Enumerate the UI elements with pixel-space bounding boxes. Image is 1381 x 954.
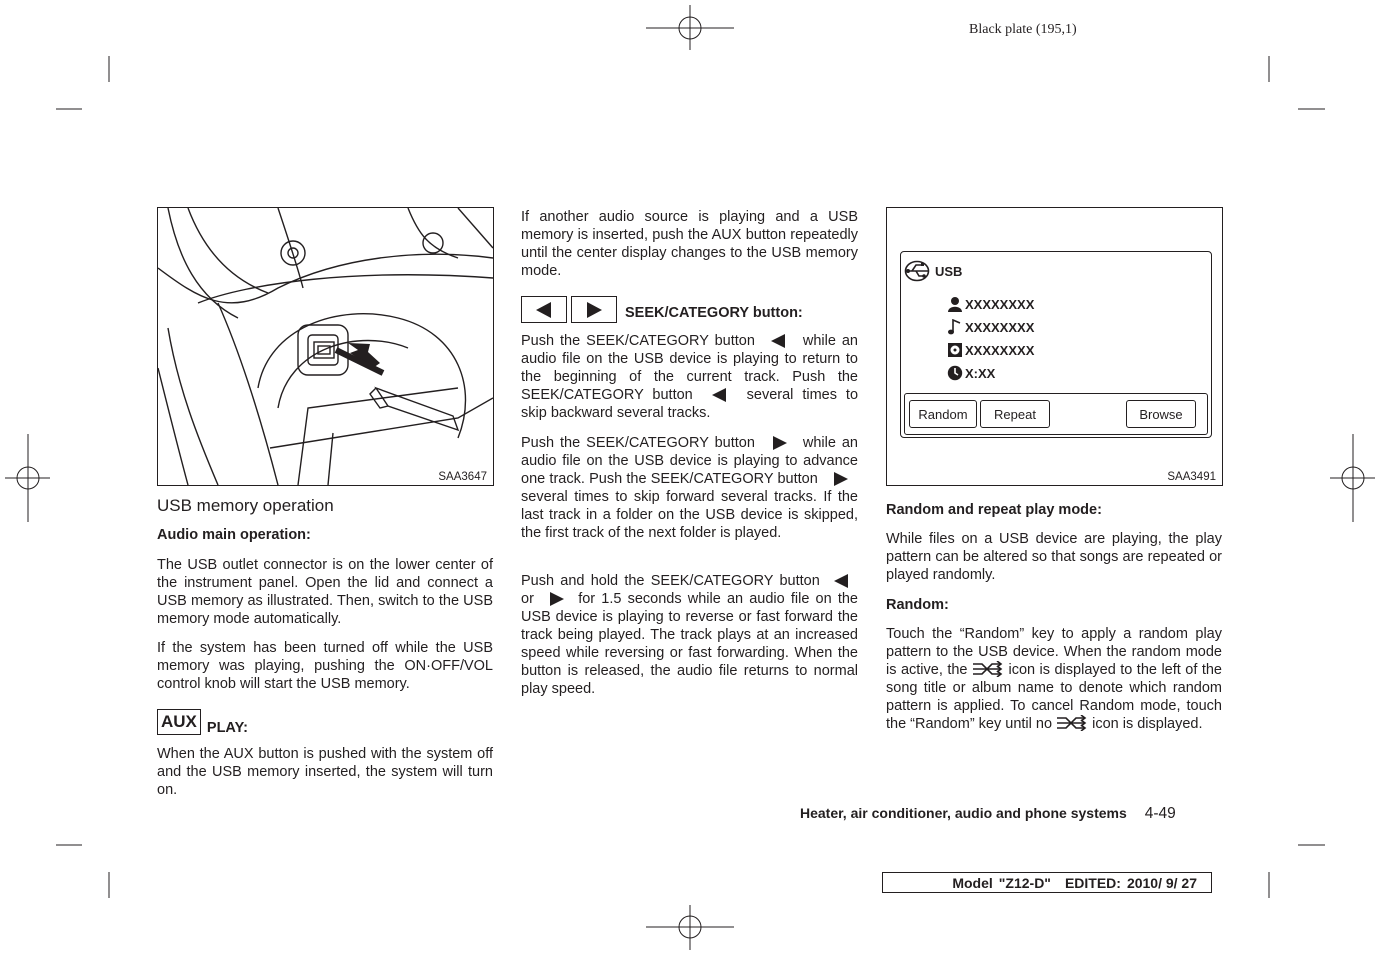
clock-icon <box>947 365 963 381</box>
seek-back-paragraph: Push the SEEK/CATEGORY button while an audio file on the USB device is playing to return to the beginning of the current track. Push the SEEK/CATEGORY button several times to skip backward several tracks. <box>521 333 859 421</box>
seek-back-button-icon <box>521 296 567 323</box>
figure-code: SAA3647 <box>438 471 487 483</box>
aux-play-heading <box>157 708 248 736</box>
seek-forward-icon <box>546 592 566 606</box>
random-icon <box>1056 715 1088 731</box>
section-name: Heater, air conditioner, audio and phone systems <box>800 805 1127 821</box>
random-button[interactable]: Random <box>909 400 977 428</box>
page-number: 4-49 <box>1144 805 1176 822</box>
another-source-paragraph: If another audio source is playing and a USB memory is inserted, push the AUX button repeatedly until the center display changes to the USB memory mode. <box>521 209 858 279</box>
usb-illustration-figure <box>157 207 494 486</box>
seek-back-icon <box>710 388 730 402</box>
random-paragraph: Touch the “Random” key to apply a random play pattern to the USB device. When the random mode is active, the icon is displayed to the left of the song title or album name to denote which random pattern is applied. To cancel Random mode, touch the “Random” key until no icon is displayed. <box>886 626 1222 732</box>
model-value: "Z12-D" <box>998 874 1051 891</box>
song-row: XXXXXXXX <box>947 319 1034 335</box>
usb-port-illustration <box>158 208 493 485</box>
aux-button-icon: AUX <box>157 709 201 735</box>
repeat-button[interactable]: Repeat <box>980 400 1050 428</box>
figure-code: SAA3491 <box>1167 471 1216 483</box>
model-label: Model <box>952 874 993 891</box>
seek-back-icon <box>769 334 789 348</box>
album-row: XXXXXXXX <box>947 342 1034 358</box>
artist-row: XXXXXXXX <box>947 296 1034 312</box>
push-hold-paragraph: Push and hold the SEEK/CATEGORY button or for 1.5 seconds while an audio file on the USB device is playing to reverse or fast forward the track being played. The track plays at an increased speed while reversing or fast forwarding. When the button is released, the audio file returns to normal play speed. <box>521 573 858 697</box>
section-title: USB memory operation <box>157 496 334 515</box>
random-repeat-heading: Random and repeat play mode: <box>886 502 1102 518</box>
seek-forward-paragraph: Push the SEEK/CATEGORY button while an audio file on the USB device is playing to advance one track. Push the SEEK/CATEGORY button several times to skip forward several tracks. If the last track in a folder on the USB device is skipped, the first track of the next folder is played. <box>521 435 858 541</box>
black-plate-label: Black plate (195,1) <box>969 22 1077 37</box>
usb-source-row <box>904 260 962 282</box>
seek-forward-icon <box>830 472 850 486</box>
seek-heading-row <box>521 296 803 323</box>
audio-main-heading: Audio main operation: <box>157 527 311 543</box>
seek-heading: SEEK/CATEGORY button: <box>625 304 803 321</box>
seek-forward-icon <box>769 436 789 450</box>
play-pattern-paragraph: While files on a USB device are playing, the play pattern can be altered so that songs are repeated or played randomly. <box>886 531 1222 583</box>
album-icon <box>947 342 963 358</box>
edited-value: 2010/ 9/ 27 <box>1126 874 1197 891</box>
random-icon <box>972 661 1004 677</box>
edited-label: EDITED: <box>1064 874 1121 891</box>
model-box <box>882 872 1212 893</box>
play-heading: PLAY: <box>206 720 248 736</box>
source-label: USB <box>935 263 963 279</box>
page-footer <box>800 805 1176 823</box>
usb-outlet-paragraph: The USB outlet connector is on the lower center of the instrument panel. Open the lid and connect a USB memory as illustrated. Then, switch to the USB memory mode automatically. <box>157 557 493 627</box>
music-note-icon <box>947 319 963 335</box>
button-bar <box>904 393 1208 435</box>
seek-forward-button-icon <box>571 296 617 323</box>
usb-icon <box>904 260 932 282</box>
power-off-paragraph: If the system has been turned off while the USB memory was playing, pushing the ON·OFF/VOL control knob will start the USB memory. <box>157 640 493 692</box>
artist-icon <box>947 296 963 312</box>
usb-screen-figure <box>886 207 1223 486</box>
aux-paragraph: When the AUX button is pushed with the system off and the USB memory inserted, the system will turn on. <box>157 746 493 798</box>
time-row: X:XX <box>947 365 995 381</box>
browse-button[interactable]: Browse <box>1126 400 1196 428</box>
random-heading: Random: <box>886 597 949 613</box>
seek-back-icon <box>832 574 852 588</box>
display-screen <box>900 251 1212 438</box>
